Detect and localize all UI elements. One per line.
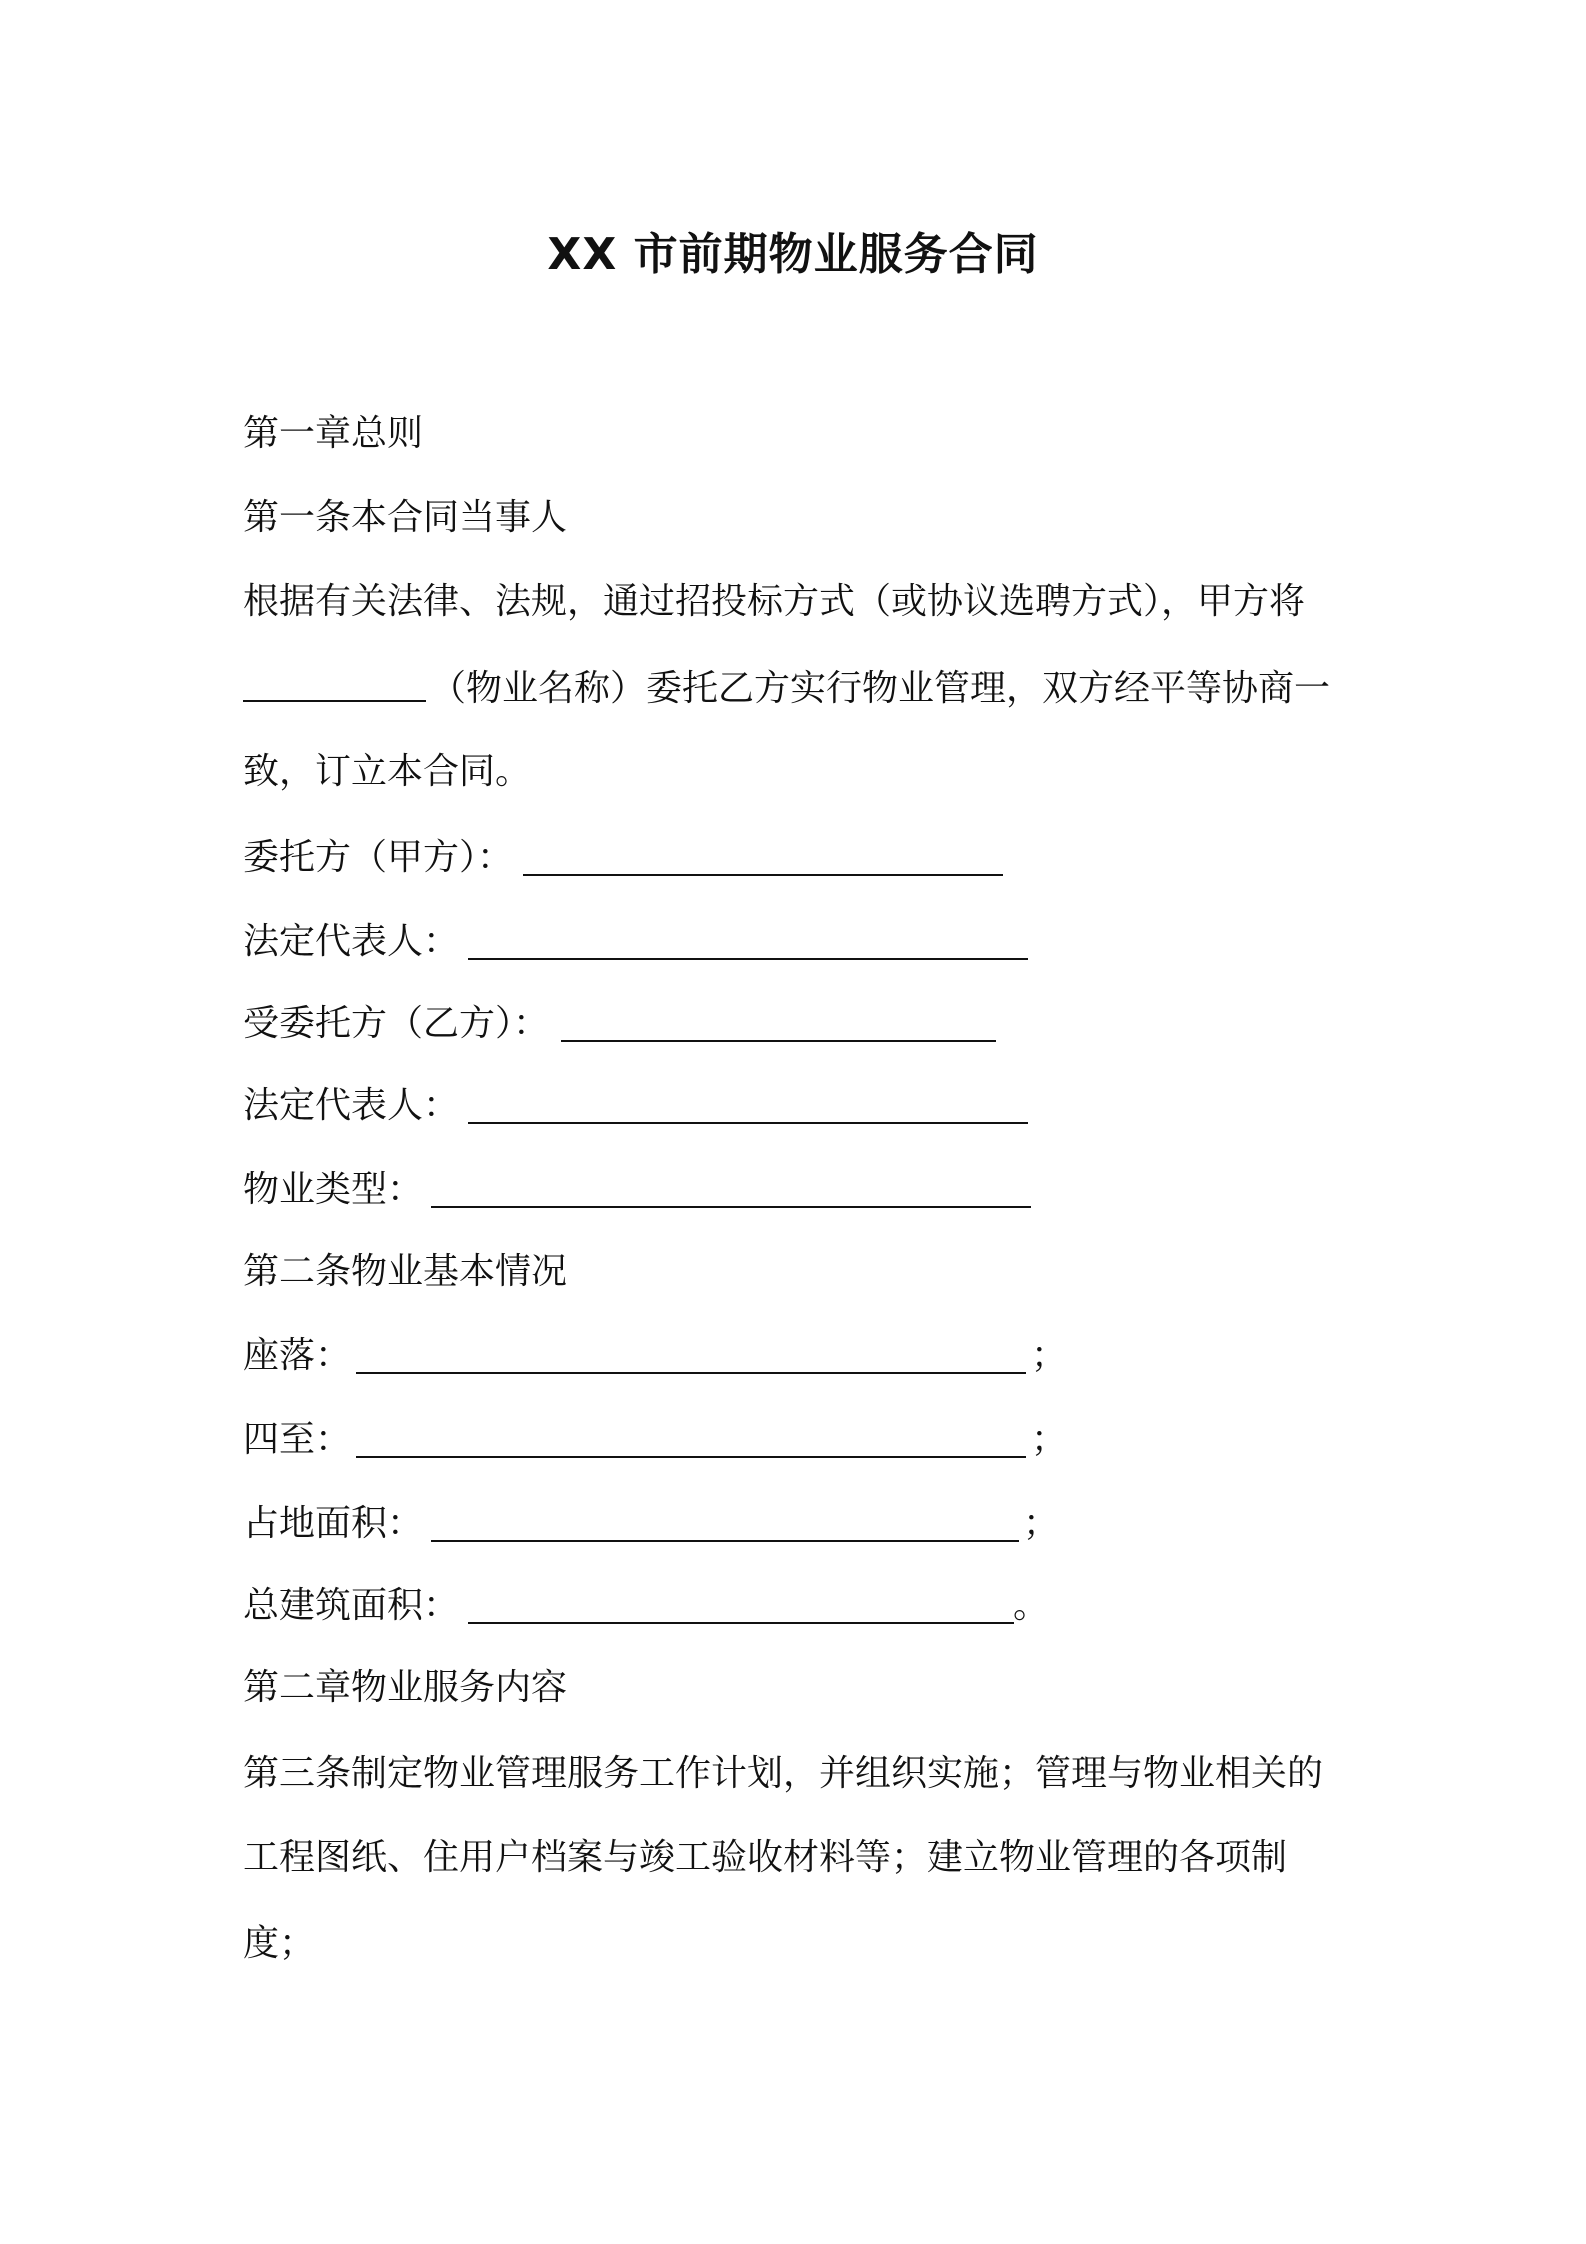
party-a-label: 委托方（甲方）： xyxy=(243,837,514,878)
property-name-blank[interactable] xyxy=(243,664,426,702)
building-area-end-punct: 。 xyxy=(1013,1585,1050,1626)
location-blank[interactable] xyxy=(356,1372,1026,1374)
document-title: XX 市前期物业服务合同 xyxy=(547,229,1039,280)
article-3-line-1: 第三条制定物业管理服务工作计划，并组织实施；管理与物业相关的 xyxy=(243,1753,1324,1794)
building-area-field xyxy=(243,1582,1050,1630)
article-2-heading: 第二条物业基本情况 xyxy=(243,1251,568,1292)
party-a-representative-field xyxy=(243,918,459,966)
party-a-representative-label: 法定代表人： xyxy=(243,921,460,962)
party-a-blank[interactable] xyxy=(523,874,1003,876)
boundaries-label: 四至： xyxy=(243,1419,352,1460)
property-type-blank[interactable] xyxy=(431,1206,1031,1208)
article-1-paragraph-line-2 xyxy=(243,664,1330,713)
chapter-2-heading: 第二章物业服务内容 xyxy=(243,1667,568,1708)
article-3-line-2: 工程图纸、住用户档案与竣工验收材料等；建立物业管理的各项制 xyxy=(243,1837,1288,1878)
building-area-label: 总建筑面积： xyxy=(243,1585,460,1626)
property-type-label: 物业类型： xyxy=(243,1169,424,1210)
land-area-field xyxy=(243,1500,1060,1548)
party-a-field xyxy=(243,834,513,882)
party-b-label: 受委托方（乙方）： xyxy=(243,1003,550,1044)
party-b-blank[interactable] xyxy=(561,1040,996,1042)
location-field xyxy=(243,1332,1068,1380)
party-b-representative-blank[interactable] xyxy=(468,1122,1028,1124)
land-area-end-punct: ； xyxy=(1023,1503,1060,1544)
building-area-blank[interactable] xyxy=(468,1622,1014,1624)
article-1-paragraph-line-2-text: （物业名称）委托乙方实行物业管理，双方经平等协商一 xyxy=(430,668,1331,709)
land-area-blank[interactable] xyxy=(431,1540,1019,1542)
boundaries-end-punct: ； xyxy=(1031,1419,1068,1460)
boundaries-blank[interactable] xyxy=(356,1456,1026,1458)
party-b-representative-label: 法定代表人： xyxy=(243,1085,460,1126)
party-b-representative-field xyxy=(243,1082,459,1130)
land-area-label: 占地面积： xyxy=(243,1503,424,1544)
article-3-line-3: 度； xyxy=(243,1923,316,1964)
party-b-field xyxy=(243,1000,549,1048)
chapter-1-heading: 第一章总则 xyxy=(243,413,424,454)
article-1-paragraph-line-1: 根据有关法律、法规，通过招投标方式（或协议选聘方式），甲方将 xyxy=(243,581,1306,622)
location-end-punct: ； xyxy=(1031,1335,1068,1376)
party-a-representative-blank[interactable] xyxy=(468,958,1028,960)
article-1-heading: 第一条本合同当事人 xyxy=(243,497,568,538)
property-type-field xyxy=(243,1166,423,1214)
article-1-paragraph-line-3: 致，订立本合同。 xyxy=(243,751,532,792)
boundaries-field xyxy=(243,1416,1068,1464)
location-label: 座落： xyxy=(243,1335,352,1376)
